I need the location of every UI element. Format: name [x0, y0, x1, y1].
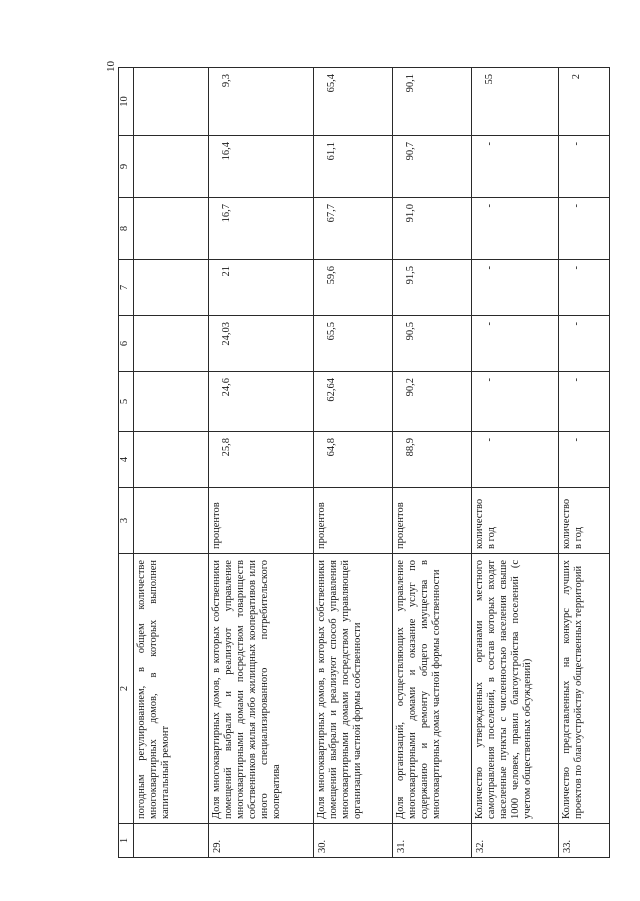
- table-row: [134, 68, 209, 858]
- indicator-name: погодным регулированием, в общем количестве многоквартирных домов, в которых выполнен капитальный ремонт: [134, 554, 209, 824]
- value: -: [472, 198, 559, 260]
- value: [134, 68, 209, 136]
- value: 90,5: [393, 316, 472, 372]
- value: 65,4: [314, 68, 393, 136]
- value: [134, 316, 209, 372]
- value: 88,9: [393, 432, 472, 488]
- value: 90,1: [393, 68, 472, 136]
- column-header: 6: [119, 316, 134, 372]
- value: -: [472, 316, 559, 372]
- value: -: [472, 260, 559, 316]
- value: -: [559, 316, 610, 372]
- value: 61,1: [314, 136, 393, 198]
- column-header: 5: [119, 372, 134, 432]
- table-row: [559, 68, 610, 858]
- value: -: [559, 260, 610, 316]
- value: 91,0: [393, 198, 472, 260]
- unit: количество в год: [472, 488, 559, 554]
- row-number: 31.: [393, 824, 472, 858]
- value: 2: [559, 68, 610, 136]
- column-header: 3: [119, 488, 134, 554]
- row-number: [134, 824, 209, 858]
- row-number: 32.: [472, 824, 559, 858]
- table-row: [314, 68, 393, 858]
- value: -: [472, 432, 559, 488]
- unit: количество в год: [559, 488, 610, 554]
- value: [134, 432, 209, 488]
- table-row: [393, 68, 472, 858]
- indicators-table: [118, 67, 610, 858]
- rotated-page: [118, 68, 584, 858]
- indicator-name: Доля многоквартирных домов, в которых собственники помещений выбрали и реализуют способ управления многоквартирными домами посредством управляющей организации частной формы собственности: [314, 554, 393, 824]
- unit: процентов: [314, 488, 393, 554]
- value: 64,8: [314, 432, 393, 488]
- value: [134, 372, 209, 432]
- column-header: 9: [119, 136, 134, 198]
- unit: процентов: [393, 488, 472, 554]
- indicator-name: Количество утвержденных органами местного самоуправления поселений, в состав которых входят населенные пункты с численностью населения свыше 1000 человек, правил благоустройства поселений (с учетом общественных обсуждений): [472, 554, 559, 824]
- value: 67,7: [314, 198, 393, 260]
- value: 25,8: [209, 432, 314, 488]
- column-header: 10: [119, 68, 134, 136]
- row-number: 30.: [314, 824, 393, 858]
- value: 24,6: [209, 372, 314, 432]
- indicator-name: Доля организаций, осуществляющих управление многоквартирными домами и оказание услуг по содержанию и ремонту общего имущества в многоквартирных домах частной формы собственности: [393, 554, 472, 824]
- value: -: [559, 136, 610, 198]
- value: [134, 260, 209, 316]
- unit: процентов: [209, 488, 314, 554]
- column-header: 7: [119, 260, 134, 316]
- value: -: [472, 372, 559, 432]
- value: 91,5: [393, 260, 472, 316]
- indicator-name: Доля многоквартирных домов, в которых собственники помещений выбрали и реализуют управление многоквартирными домами посредством товариществ собственников жилья либо жилищных кооперативов или иного специализированного потребительского кооператива: [209, 554, 314, 824]
- table-row: [472, 68, 559, 858]
- value: 16,7: [209, 198, 314, 260]
- unit: [134, 488, 209, 554]
- value: [134, 136, 209, 198]
- value: -: [559, 198, 610, 260]
- column-header: 1: [119, 824, 134, 858]
- value: 65,5: [314, 316, 393, 372]
- value: 24,03: [209, 316, 314, 372]
- column-header: 4: [119, 432, 134, 488]
- row-number: 29.: [209, 824, 314, 858]
- column-header: 2: [119, 554, 134, 824]
- value: 90,2: [393, 372, 472, 432]
- value: 21: [209, 260, 314, 316]
- value: 55: [472, 68, 559, 136]
- value: -: [559, 372, 610, 432]
- table-header-row: [119, 68, 134, 858]
- value: 59,6: [314, 260, 393, 316]
- indicator-name: Количество представленных на конкурс лучших проектов по благоустройству общественных территорий: [559, 554, 610, 824]
- row-number: 33.: [559, 824, 610, 858]
- page-number: 10: [105, 61, 117, 72]
- table-row: [209, 68, 314, 858]
- value: -: [472, 136, 559, 198]
- value: 62,64: [314, 372, 393, 432]
- value: 90,7: [393, 136, 472, 198]
- value: 9,3: [209, 68, 314, 136]
- value: [134, 198, 209, 260]
- value: -: [559, 432, 610, 488]
- value: 16,4: [209, 136, 314, 198]
- column-header: 8: [119, 198, 134, 260]
